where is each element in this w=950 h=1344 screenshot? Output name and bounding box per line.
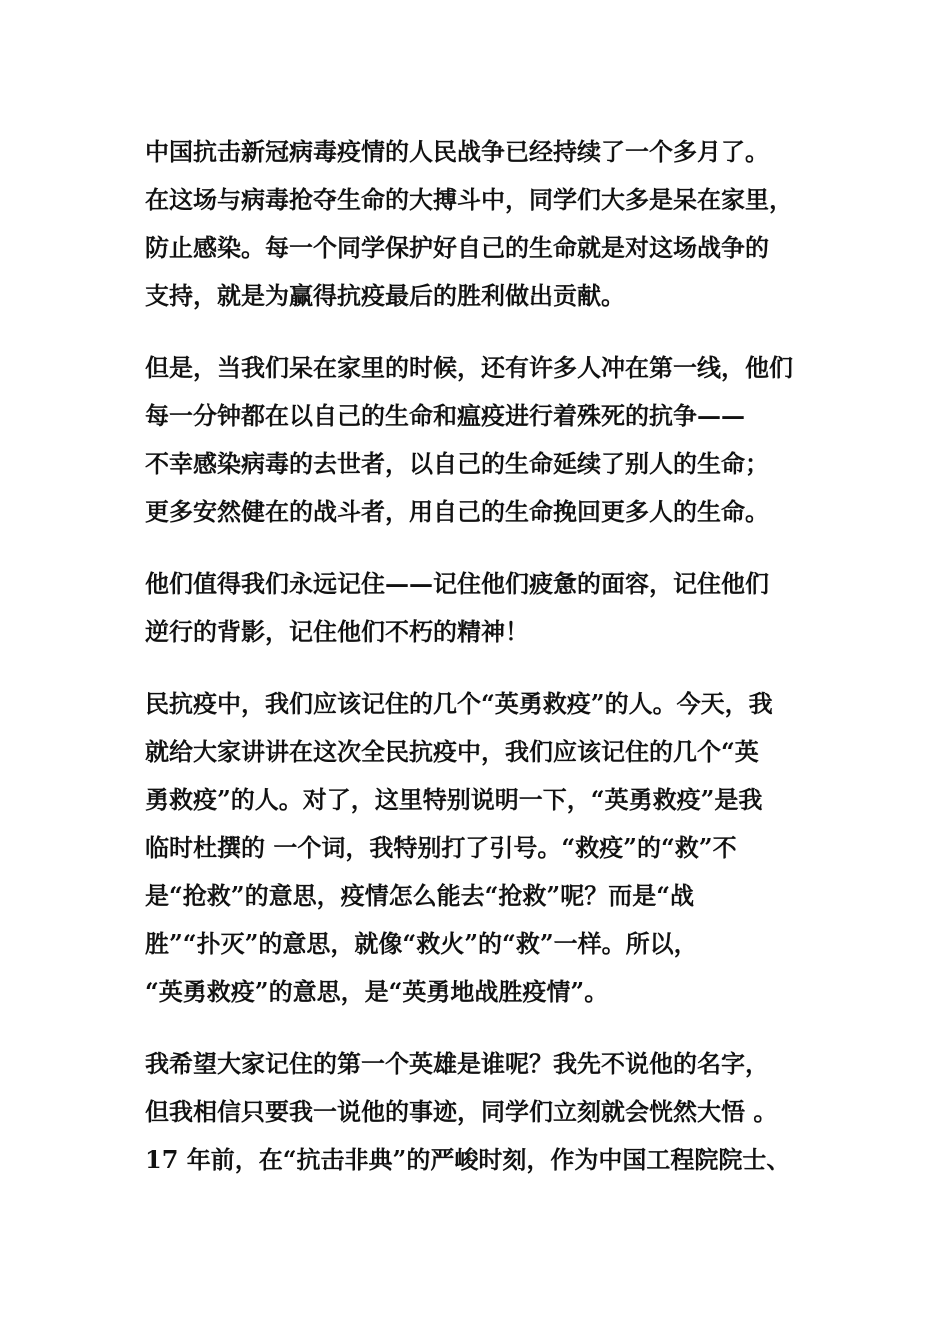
text-line: 中国抗击新冠病毒疫情的人民战争已经持续了一个多月了。	[145, 137, 769, 166]
paragraph	[145, 344, 815, 536]
text-line: 但我相信只要我一说他的事迹，同学们立刻就会恍然大悟 。	[145, 1097, 778, 1126]
text-line: “英勇救疫”的意思，是“英勇地战胜疫情”。	[145, 977, 609, 1006]
text-line: 勇救疫”的人。对了，这里特别说明一下，“英勇救疫”是我	[145, 785, 763, 814]
document-body	[145, 128, 815, 1208]
text-line: 临时杜撰的 一个词，我特别打了引号。“救疫”的“救”不	[145, 833, 737, 862]
text-line: 逆行的背影，记住他们不朽的精神！	[145, 617, 529, 646]
text-line: 胜”“扑灭”的意思，就像“救火”的“救”一样。所以，	[145, 929, 698, 958]
paragraph	[145, 680, 815, 1016]
text-line: 我希望大家记住的第一个英雄是谁呢？我先不说他的名字，	[145, 1049, 769, 1078]
text-line: 防止感染。每一个同学保护好自己的生命就是对这场战争的	[145, 233, 769, 262]
text-line: 但是，当我们呆在家里的时候，还有许多人冲在第一线，他们	[145, 353, 793, 382]
text-line: 就给大家讲讲在这次全民抗疫中，我们应该记住的几个“英	[145, 737, 759, 766]
text-line: 更多安然健在的战斗者，用自己的生命挽回更多人的生命。	[145, 497, 769, 526]
text-line: 17 年前，在“抗击非典”的严峻时刻，作为中国工程院院士、	[145, 1145, 791, 1174]
text-line: 每一分钟都在以自己的生命和瘟疫进行着殊死的抗争——	[145, 401, 745, 430]
text-line: 民抗疫中，我们应该记住的几个“英勇救疫”的人。今天，我	[145, 689, 773, 718]
paragraph	[145, 1040, 815, 1184]
paragraph	[145, 128, 815, 320]
paragraph	[145, 560, 815, 656]
text-line: 不幸感染病毒的去世者，以自己的生命延续了别人的生命；	[145, 449, 769, 478]
text-line: 在这场与病毒抢夺生命的大搏斗中，同学们大多是呆在家里，	[145, 185, 793, 214]
text-line: 是“抢救”的意思，疫情怎么能去“抢救”呢？而是“战	[145, 881, 695, 910]
text-line: 支持，就是为赢得抗疫最后的胜利做出贡献。	[145, 281, 625, 310]
text-line: 他们值得我们永远记住——记住他们疲惫的面容，记住他们	[145, 569, 769, 598]
